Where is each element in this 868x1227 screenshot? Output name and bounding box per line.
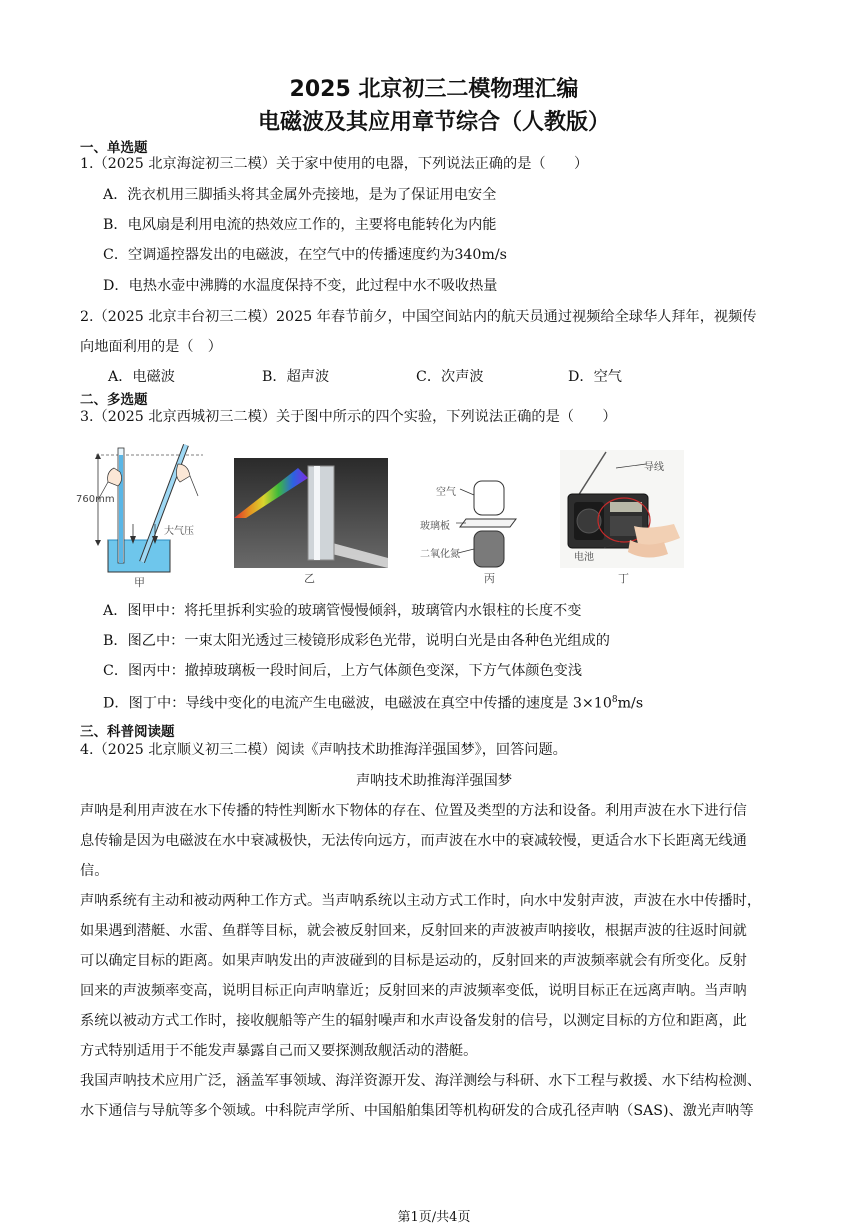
label-wire: 导线 bbox=[644, 462, 664, 473]
figure-jia-torricelli bbox=[78, 440, 208, 590]
section-heading-single-choice: 一、单选题 bbox=[80, 140, 148, 156]
q2-option-a: A．电磁波 bbox=[108, 369, 175, 385]
q3-option-d-unit: m/s bbox=[617, 695, 644, 712]
q1-stem: 1.（2025 北京海淀初三二模）关于家中使用的电器，下列说法正确的是（ ） bbox=[80, 156, 589, 172]
q3-option-a: A．图甲中：将托里拆利实验的玻璃管慢慢倾斜，玻璃管内水银柱的长度不变 bbox=[103, 603, 582, 619]
q2-option-d: D．空气 bbox=[568, 369, 622, 385]
q2-option-c: C．次声波 bbox=[416, 369, 484, 385]
label-atmospheric-pressure: 大气压 bbox=[164, 526, 194, 537]
figure-caption-bing: 丙 bbox=[484, 572, 495, 585]
q2-option-b: B．超声波 bbox=[262, 369, 330, 385]
q3-option-b: B．图乙中：一束太阳光透过三棱镜形成彩色光带，说明白光是由各种色光组成的 bbox=[103, 633, 610, 649]
section-heading-reading: 三、科普阅读题 bbox=[80, 724, 175, 740]
q3-option-d-text: D．图丁中：导线中变化的电流产生电磁波，电磁波在真空中传播的速度是 3×10 bbox=[103, 695, 612, 712]
label-760mm: 760mm bbox=[76, 494, 115, 505]
page-number: 第1页/共4页 bbox=[397, 1210, 471, 1225]
q3-option-c: C．图丙中：撤掉玻璃板一段时间后，上方气体颜色变深，下方气体颜色变浅 bbox=[103, 663, 583, 679]
article-p2-line: 回来的声波频率变高，说明目标正向声呐靠近；反射回来的声波频率变低，说明目标正在远离声呐。当声呐 bbox=[80, 983, 747, 999]
q1-option-c: C．空调遥控器发出的电磁波，在空气中的传播速度约为340m/s bbox=[103, 247, 507, 263]
q1-option-b: B．电风扇是利用电流的热效应工作的，主要将电能转化为内能 bbox=[103, 217, 497, 233]
doc-title-line2: 电磁波及其应用章节综合（人教版） bbox=[257, 110, 610, 135]
article-p2-line: 系统以被动方式工作时，接收舰船等产生的辐射噪声和水声设备发射的信号，以测定目标的方位和距离，此 bbox=[80, 1013, 747, 1029]
article-p3-line: 我国声呐技术应用广泛，涵盖军事领域、海洋资源开发、海洋测绘与科研、水下工程与救援、水下结构检测、 bbox=[80, 1073, 762, 1089]
article-paragraph-2 bbox=[80, 886, 792, 1066]
label-glass-plate: 玻璃板 bbox=[420, 521, 450, 532]
article-p3-line: 水下通信与导航等多个领域。中科院声学所、中国船舶集团等机构研发的合成孔径声呐（SAS)、激光声呐等 bbox=[80, 1103, 754, 1119]
q1-option-a: A．洗衣机用三脚插头将其金属外壳接地，是为了保证用电安全 bbox=[103, 187, 497, 203]
q3-stem: 3.（2025 北京西城初三二模）关于图中所示的四个实验，下列说法正确的是（ ） bbox=[80, 409, 617, 425]
article-p2-line: 声呐系统有主动和被动两种工作方式。当声呐系统以主动方式工作时，向水中发射声波，声波在水中传播时， bbox=[80, 893, 762, 909]
article-p1-line: 声呐是利用声波在水下传播的特性判断水下物体的存在、位置及类型的方法和设备。利用声波在水下进行信 bbox=[80, 803, 747, 819]
section-heading-multi-choice: 二、多选题 bbox=[80, 392, 148, 408]
figure-caption-jia: 甲 bbox=[134, 576, 145, 589]
article-p1-line: 信。 bbox=[80, 863, 109, 879]
label-battery: 电池 bbox=[574, 552, 594, 563]
figure-yi-prism-photo bbox=[234, 458, 388, 585]
label-nitrogen-dioxide: 二氧化氮 bbox=[420, 549, 460, 560]
label-air: 空气 bbox=[436, 487, 456, 498]
article-title: 声呐技术助推海洋强国梦 bbox=[355, 773, 513, 789]
figure-bing-diffusion bbox=[418, 475, 528, 585]
q1-option-d: D．电热水壶中沸腾的水温度保持不变，此过程中水不吸收热量 bbox=[103, 278, 498, 294]
figure-caption-ding: 丁 bbox=[618, 572, 629, 585]
doc-title-line1: 2025 北京初三二模物理汇编 bbox=[289, 77, 579, 102]
q3-option-d bbox=[103, 691, 643, 713]
q2-stem-line2: 向地面利用的是（ ） bbox=[80, 339, 222, 355]
q3-option-d-exponent: 8 bbox=[611, 695, 618, 705]
article-paragraph-1 bbox=[80, 796, 792, 886]
article-p2-line: 可以确定目标的距离。如果声呐发出的声波碰到的目标是运动的，反射回来的声波频率就会有所变化。反射 bbox=[80, 953, 747, 969]
article-p2-line: 方式特别适用于不能发声暴露自己而又要探测敌舰活动的潜艇。 bbox=[80, 1043, 478, 1059]
figure-caption-yi: 乙 bbox=[304, 572, 315, 585]
article-p1-line: 息传输是因为电磁波在水中衰减极快，无法传向远方，而声波在水中的衰减较慢，更适合水下长距离无线通 bbox=[80, 833, 747, 849]
q2-stem-line1: 2.（2025 北京丰台初三二模）2025 年春节前夕，中国空间站内的航天员通过视频给全球华人拜年，视频传 bbox=[80, 309, 757, 325]
article-p2-line: 如果遇到潜艇、水雷、鱼群等目标，就会被反射回来，反射回来的声波被声呐接收，根据声波的往返时间就 bbox=[80, 923, 747, 939]
article-paragraph-3 bbox=[80, 1066, 792, 1126]
q4-stem: 4.（2025 北京顺义初三二模）阅读《声呐技术助推海洋强国梦》，回答问题。 bbox=[80, 742, 567, 758]
figure-ding-radio-photo bbox=[560, 450, 684, 588]
